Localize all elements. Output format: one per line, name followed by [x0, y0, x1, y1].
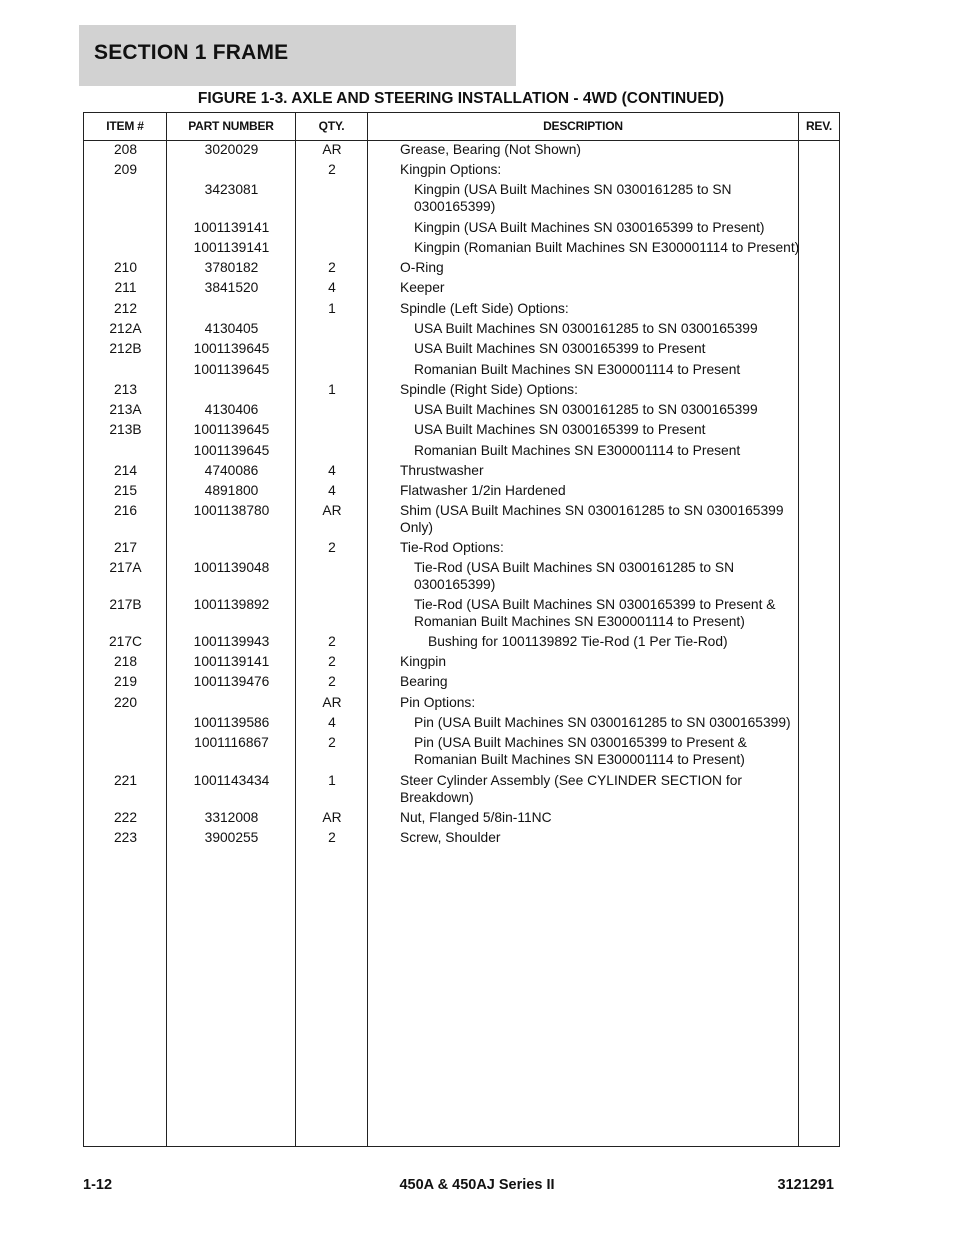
item-number: 208 — [113, 142, 138, 157]
description: Pin (USA Built Machines SN 0300161285 to SN 0300165399) — [414, 715, 791, 730]
item-number: 210 — [113, 260, 138, 275]
item-number: 217 — [113, 540, 138, 555]
description: Steer Cylinder Assembly (See CYLINDER SECTION for Breakdown) — [400, 773, 742, 805]
table-row — [84, 772, 839, 809]
quantity: 2 — [328, 540, 336, 555]
item-number: 212A — [109, 321, 142, 336]
table-row — [84, 633, 839, 653]
description: Kingpin (Romanian Built Machines SN E300001114 to Present) — [414, 240, 800, 255]
table-row — [84, 462, 839, 482]
item-number: 217C — [109, 634, 142, 649]
description: Tie-Rod (USA Built Machines SN 0300161285 to SN 0300165399) — [414, 560, 735, 592]
part-number: 3780182 — [204, 260, 259, 275]
item-number: 212 — [113, 301, 138, 316]
table-row — [84, 502, 839, 539]
table-row — [84, 259, 839, 279]
quantity: 2 — [328, 634, 336, 649]
table-row — [84, 239, 839, 259]
quantity: 2 — [328, 260, 336, 275]
part-number: 1001139141 — [193, 220, 270, 235]
part-number: 1001139645 — [193, 422, 270, 437]
table-row — [84, 539, 839, 559]
table-row — [84, 141, 839, 161]
table-row — [84, 300, 839, 320]
item-number: 217B — [109, 597, 142, 612]
item-number: 214 — [113, 463, 138, 478]
table-body — [84, 141, 839, 846]
part-number: 3423081 — [204, 182, 259, 197]
description: Romanian Built Machines SN E300001114 to Present — [414, 443, 741, 458]
part-number: 1001143434 — [193, 773, 270, 788]
page-number: 1-12 — [83, 1177, 113, 1193]
table-row — [84, 694, 839, 714]
description: Romanian Built Machines SN E300001114 to Present — [414, 362, 741, 377]
figure-title: FIGURE 1-3. AXLE AND STEERING INSTALLATION - 4WD (CONTINUED) — [197, 90, 725, 107]
table-row — [84, 714, 839, 734]
part-number: 1001139645 — [193, 362, 270, 377]
table-row — [84, 482, 839, 502]
parts-table — [83, 112, 840, 1147]
description: USA Built Machines SN 0300161285 to SN 0300165399 — [414, 402, 758, 417]
description: Bushing for 1001139892 Tie-Rod (1 Per Tie-Rod) — [428, 634, 728, 649]
item-number: 219 — [113, 674, 138, 689]
table-row — [84, 653, 839, 673]
description: Spindle (Right Side) Options: — [400, 382, 578, 397]
table-row — [84, 340, 839, 361]
description: Screw, Shoulder — [400, 830, 501, 845]
part-number: 3312008 — [204, 810, 259, 825]
item-number: 222 — [113, 810, 138, 825]
quantity: 2 — [328, 162, 336, 177]
part-number: 4130405 — [204, 321, 259, 336]
header-part-number: PART NUMBER — [188, 119, 274, 133]
description: USA Built Machines SN 0300165399 to Present — [414, 341, 706, 356]
table-row — [84, 559, 839, 596]
table-row — [84, 181, 839, 219]
description: USA Built Machines SN 0300161285 to SN 0300165399 — [414, 321, 758, 336]
description: Kingpin Options: — [400, 162, 502, 177]
part-number: 1001139586 — [193, 715, 270, 730]
part-number: 3020029 — [204, 142, 259, 157]
description: Grease, Bearing (Not Shown) — [400, 142, 581, 157]
quantity: 2 — [328, 654, 336, 669]
part-number: 4740086 — [204, 463, 259, 478]
section-title: SECTION 1 FRAME — [94, 41, 289, 64]
item-number: 217A — [109, 560, 142, 575]
quantity: 4 — [328, 483, 336, 498]
item-number: 213B — [109, 422, 142, 437]
item-number: 213 — [113, 382, 138, 397]
item-number: 212B — [109, 341, 142, 356]
quantity: 4 — [328, 715, 336, 730]
description: Tie-Rod (USA Built Machines SN 0300165399 to Present & Romanian Built Machines SN E300001114 to Present) — [414, 597, 776, 629]
description: Pin Options: — [400, 695, 476, 710]
item-number: 223 — [113, 830, 138, 845]
item-number: 211 — [114, 280, 137, 295]
description: Kingpin — [400, 654, 447, 669]
quantity: 1 — [328, 382, 336, 397]
header-qty: QTY. — [318, 119, 345, 133]
table-row — [84, 279, 839, 300]
part-number: 1001139645 — [193, 443, 270, 458]
table-row — [84, 809, 839, 829]
item-number: 213A — [109, 402, 142, 417]
quantity: 2 — [328, 830, 336, 845]
quantity: AR — [322, 142, 342, 157]
item-number: 215 — [113, 483, 138, 498]
table-row — [84, 401, 839, 421]
table-row — [84, 161, 839, 181]
description: Pin (USA Built Machines SN 0300165399 to Present & Romanian Built Machines SN E300001114 to Present) — [414, 735, 747, 767]
quantity: AR — [322, 695, 342, 710]
item-number: 209 — [113, 162, 138, 177]
table-row — [84, 442, 839, 462]
description: Kingpin (USA Built Machines SN 0300165399 to Present) — [414, 220, 765, 235]
document-number: 3121291 — [777, 1177, 834, 1193]
section-header-bar — [79, 25, 516, 86]
table-row — [84, 673, 839, 694]
description: Bearing — [400, 674, 448, 689]
model-name: 450A & 450AJ Series II — [399, 1177, 555, 1193]
table-row — [84, 219, 839, 239]
description: O-Ring — [400, 260, 444, 275]
header-item: ITEM # — [106, 119, 144, 133]
part-number: 3900255 — [204, 830, 259, 845]
quantity: 2 — [328, 735, 336, 750]
item-number: 220 — [113, 695, 138, 710]
header-rev: REV. — [805, 119, 833, 133]
quantity: 4 — [328, 463, 336, 478]
quantity: 1 — [328, 301, 336, 316]
item-number: 221 — [113, 773, 138, 788]
quantity: 4 — [328, 280, 336, 295]
description: Kingpin (USA Built Machines SN 0300161285 to SN 0300165399) — [414, 182, 732, 214]
description: Keeper — [400, 280, 445, 295]
table-row — [84, 320, 839, 340]
part-number: 1001139141 — [193, 654, 270, 669]
part-number: 1001139892 — [193, 597, 270, 612]
description: Flatwasher 1/2in Hardened — [400, 483, 566, 498]
part-number: 3841520 — [204, 280, 259, 295]
part-number: 1001138780 — [193, 503, 270, 518]
quantity: AR — [322, 503, 342, 518]
part-number: 1001139645 — [193, 341, 270, 356]
description: Spindle (Left Side) Options: — [400, 301, 569, 316]
table-row — [84, 361, 839, 381]
item-number: 216 — [113, 503, 138, 518]
part-number: 1001116867 — [194, 735, 269, 750]
table-row — [84, 829, 839, 846]
part-number: 4130406 — [204, 402, 259, 417]
header-description: DESCRIPTION — [543, 119, 623, 133]
part-number: 4891800 — [204, 483, 259, 498]
part-number: 1001139048 — [193, 560, 270, 575]
description: Tie-Rod Options: — [400, 540, 504, 555]
part-number: 1001139476 — [193, 674, 270, 689]
description: USA Built Machines SN 0300165399 to Present — [414, 422, 706, 437]
description: Nut, Flanged 5/8in-11NC — [400, 810, 552, 825]
item-number: 218 — [113, 654, 138, 669]
table-row — [84, 421, 839, 442]
part-number: 1001139943 — [193, 634, 270, 649]
table-row — [84, 381, 839, 401]
quantity: 2 — [328, 674, 336, 689]
table-row — [84, 596, 839, 633]
description: Shim (USA Built Machines SN 0300161285 to SN 0300165399 Only) — [400, 503, 784, 535]
description: Thrustwasher — [400, 463, 484, 478]
table-row — [84, 734, 839, 772]
quantity: 1 — [328, 773, 336, 788]
part-number: 1001139141 — [193, 240, 270, 255]
quantity: AR — [322, 810, 342, 825]
